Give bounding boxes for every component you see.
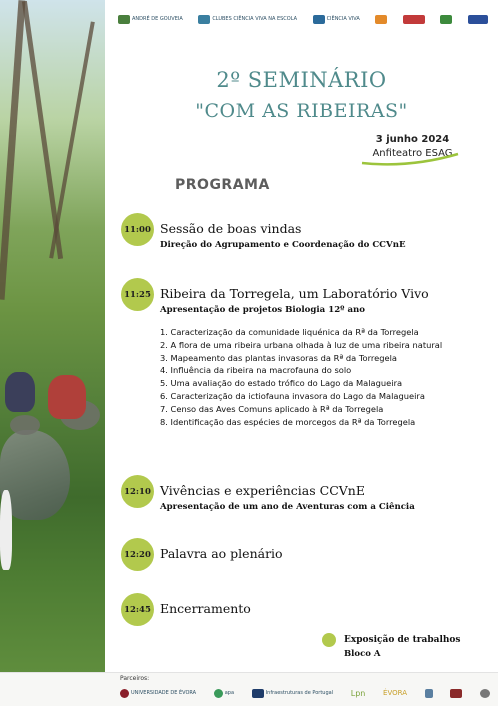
session-subtitle: Direção do Agrupamento e Coordenação do CCVnE (160, 240, 406, 250)
session-title: Encerramento (160, 601, 251, 616)
logo-partner-7 (450, 689, 462, 698)
logo-eu-flag (468, 15, 488, 24)
project-item: 7. Censo das Aves Comuns aplicado à Rª da Torregela (160, 403, 384, 414)
header-logos (118, 10, 488, 28)
nature-photo (0, 0, 105, 672)
logo-lpn: Lpn (350, 688, 366, 698)
project-item: 1. Caracterização da comunidade liquénica da Rª da Torregela (160, 327, 419, 337)
logo-partner-6 (440, 15, 452, 24)
logo-republica-portuguesa (403, 15, 425, 24)
logo-partner-4 (375, 15, 387, 24)
logo-infraestruturas-portugal: Infraestruturas de Portugal (252, 689, 333, 698)
programa-heading: PROGRAMA (175, 177, 270, 193)
project-item: 8. Identificação das espécies de morcegos da Rª da Torregela (160, 416, 416, 427)
project-item: 4. Influência da ribeira na macrofauna do solo (160, 365, 352, 376)
exhibition-location: Bloco A (344, 649, 381, 659)
event-title-line1: 2º SEMINÁRIO (216, 68, 387, 92)
session-title: Ribeira da Torregela, um Laboratório Vivo (160, 286, 429, 301)
time-badge: 11:25 (121, 278, 154, 311)
logo-clubes-ciencia-viva: CLUBES CIÊNCIA VIVA NA ESCOLA (198, 15, 297, 24)
time-badge: 12:20 (121, 538, 154, 571)
session-subtitle: Apresentação de projetos Biologia 12º ano (160, 305, 366, 315)
logo-evora: ÉVORA (383, 689, 407, 697)
session-title: Palavra ao plenário (160, 546, 283, 561)
project-list (160, 326, 442, 428)
project-item: 6. Caracterização da ictiofauna invasora do Lago da Malagueira (160, 390, 425, 401)
exhibition-title: Exposição de trabalhos (344, 635, 461, 645)
time-badge: 12:10 (121, 475, 154, 508)
logo-partner-8 (480, 689, 490, 698)
event-venue: Anfiteatro ESAG (372, 148, 453, 159)
session-subtitle: Apresentação de um ano de Aventuras com a Ciência (160, 502, 415, 512)
logo-andre-de-gouveia: ANDRÉ DE GOUVEIA (118, 15, 183, 24)
time-badge: 11:00 (121, 213, 154, 246)
event-date: 3 junho 2024 (375, 134, 450, 145)
logo-ciencia-viva: CIÊNCIA VIVA (313, 15, 360, 24)
event-title-line2: "COM AS RIBEIRAS" (195, 100, 408, 122)
logo-apa: apa (214, 689, 234, 698)
time-badge: 12:45 (121, 593, 154, 626)
venue-underline (358, 150, 462, 166)
logo-universidade-evora: UNIVERSIDADE DE ÉVORA (120, 689, 196, 698)
session-title: Vivências e experiências CCVnE (160, 483, 365, 498)
partner-logos (120, 685, 490, 701)
project-item: 3. Mapeamento das plantas invasoras da Rª da Torregela (160, 352, 397, 363)
logo-partner-6 (425, 689, 433, 698)
partners-label: Parceiros: (120, 675, 150, 682)
project-item: 2. A flora de uma ribeira urbana olhada à luz de uma ribeira natural (160, 339, 443, 350)
session-title: Sessão de boas vindas (160, 221, 302, 236)
project-item: 5. Uma avaliação do estado trófico do Lago da Malagueira (160, 378, 403, 389)
exhibition-dot-icon (322, 633, 336, 647)
